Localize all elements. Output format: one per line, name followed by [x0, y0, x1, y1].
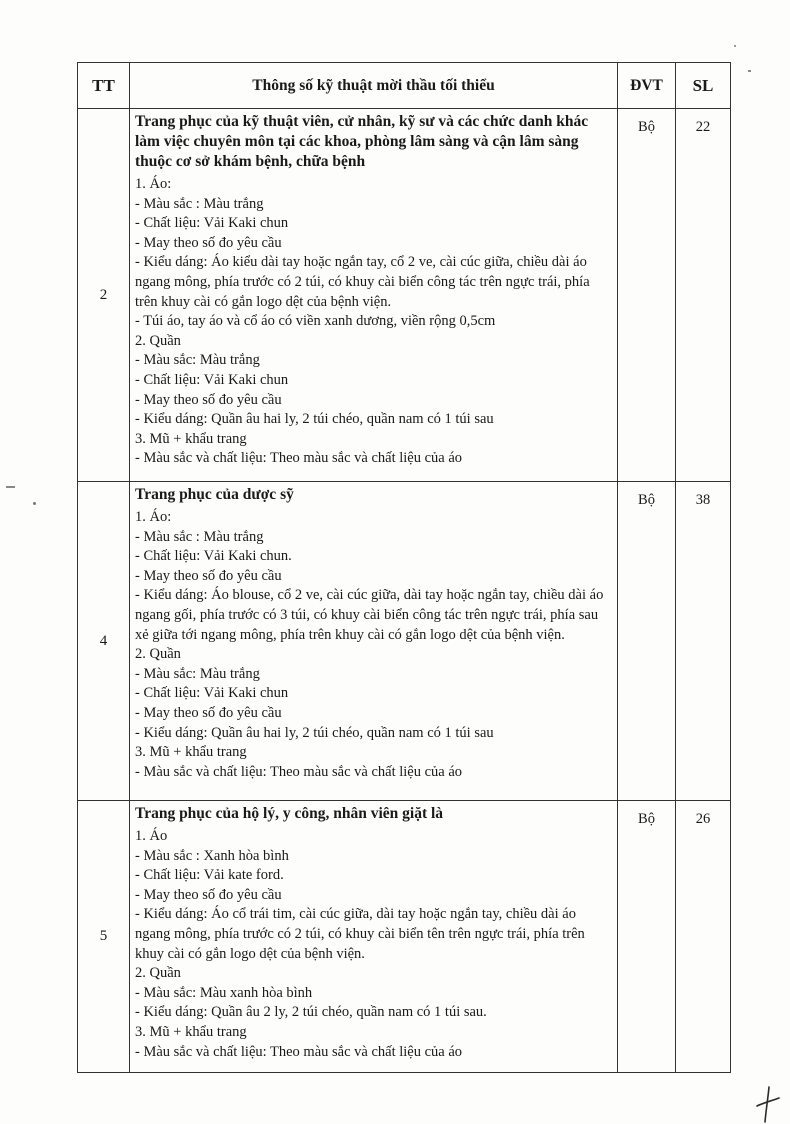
table-row [78, 482, 731, 801]
spec-line: - Màu sắc và chất liệu: Theo màu sắc và chất liệu của áo [135, 1043, 463, 1060]
spec-line: 1. Áo: [135, 509, 172, 525]
row-tt: 4 [78, 482, 130, 801]
header-qty: SL [676, 63, 731, 109]
spec-line: - Chất liệu: Vải Kaki chun. [135, 548, 292, 565]
row-qty: 26 [676, 801, 731, 1073]
scan-speck [33, 502, 36, 505]
table-row [78, 109, 731, 482]
spec-line: - Màu sắc: Màu trắng [135, 352, 260, 369]
scan-speck [748, 70, 751, 72]
row-spec [130, 801, 618, 1073]
spec-line: - Màu sắc: Màu xanh hòa bình [135, 984, 313, 1001]
spec-line: 2. Quần [135, 965, 181, 982]
specification-table [77, 62, 731, 1073]
spec-line: - May theo số đo yêu cầu [135, 704, 282, 721]
row-tt: 2 [78, 109, 130, 482]
spec-line: - Chất liệu: Vải Kaki chun [135, 685, 289, 702]
row-unit: Bộ [618, 109, 676, 482]
spec-line: 3. Mũ + khẩu trang [135, 1023, 247, 1040]
spec-line: 2. Quần [135, 332, 181, 349]
item-title: Trang phục của kỹ thuật viên, cử nhân, kỹ sư và các chức danh khác làm việc chuyên môn tại các khoa, phòng lâm sàng và cận lâm sàng thuộc cơ sở khám bệnh, chữa bệnh [135, 113, 589, 170]
spec-line: - May theo số đo yêu cầu [135, 886, 282, 903]
spec-line: - Chất liệu: Vải kate ford. [135, 867, 284, 884]
item-title: Trang phục của hộ lý, y công, nhân viên giặt là [135, 805, 444, 822]
spec-line: - Màu sắc : Xanh hòa bình [135, 847, 289, 864]
row-qty: 38 [676, 482, 731, 801]
row-spec [130, 109, 618, 482]
spec-line: - Kiểu dáng: Áo kiểu dài tay hoặc ngắn tay, cổ 2 ve, cài cúc giữa, chiều dài áo ngang mông, phía trước có 2 túi, có khuy cài biển công tác trên ngực trái, phía trên khuy cài có gắn logo dệt của bệnh viện. [135, 254, 590, 310]
spec-line: 1. Áo [135, 828, 168, 844]
spec-line: - May theo số đo yêu cầu [135, 391, 282, 408]
scan-speck [734, 45, 736, 47]
item-title: Trang phục của dược sỹ [135, 486, 294, 503]
header-unit: ĐVT [618, 63, 676, 109]
spec-line: - Kiểu dáng: Quần âu 2 ly, 2 túi chéo, quần nam có 1 túi sau. [135, 1004, 487, 1021]
spec-line: 3. Mũ + khẩu trang [135, 430, 247, 447]
row-unit: Bộ [618, 482, 676, 801]
spec-line: - May theo số đo yêu cầu [135, 567, 282, 584]
spec-line: - Kiểu dáng: Quần âu hai ly, 2 túi chéo, quần nam có 1 túi sau [135, 724, 494, 741]
spec-line: - May theo số đo yêu cầu [135, 234, 282, 251]
spec-line: - Màu sắc : Màu trắng [135, 195, 264, 212]
table-row [78, 801, 731, 1073]
spec-line: - Màu sắc: Màu trắng [135, 665, 260, 682]
spec-line: - Màu sắc và chất liệu: Theo màu sắc và chất liệu của áo [135, 763, 463, 780]
row-spec [130, 482, 618, 801]
spec-line: - Kiểu dáng: Quần âu hai ly, 2 túi chéo, quần nam có 1 túi sau [135, 411, 494, 428]
spec-line: - Chất liệu: Vải Kaki chun [135, 215, 289, 232]
spec-line: - Màu sắc và chất liệu: Theo màu sắc và chất liệu của áo [135, 450, 463, 467]
scan-speck [6, 486, 15, 488]
spec-line: - Chất liệu: Vải Kaki chun [135, 371, 289, 388]
row-tt: 5 [78, 801, 130, 1073]
header-spec: Thông số kỹ thuật mời thầu tối thiểu [130, 63, 618, 109]
spec-line: - Túi áo, tay áo và cổ áo có viền xanh dương, viền rộng 0,5cm [135, 313, 496, 330]
header-row [78, 63, 731, 109]
spec-line: 3. Mũ + khẩu trang [135, 744, 247, 761]
row-unit: Bộ [618, 801, 676, 1073]
row-qty: 22 [676, 109, 731, 482]
header-tt: TT [78, 63, 130, 109]
spec-line: 1. Áo: [135, 176, 172, 192]
spec-line: - Màu sắc : Màu trắng [135, 528, 264, 545]
handwritten-initial-mark [752, 1084, 782, 1124]
spec-line: - Kiểu dáng: Áo blouse, cổ 2 ve, cài cúc giữa, dài tay hoặc ngắn tay, chiều dài áo ngang gối, phía trước có 3 túi, có khuy cài biển công tác trên ngực trái, phía sau xẻ giữa tới ngang mông, phía trên khuy cài có gắn logo dệt của bệnh viện. [135, 587, 604, 643]
spec-line: - Kiểu dáng: Áo cổ trái tim, cài cúc giữa, dài tay hoặc ngắn tay, chiều dài áo ngang mông, phía trước có 2 túi, có khuy cài biển tên trên ngực trái, phía trên khuy cài có gắn logo dệt của bệnh viện. [135, 906, 585, 962]
spec-line: 2. Quần [135, 646, 181, 663]
